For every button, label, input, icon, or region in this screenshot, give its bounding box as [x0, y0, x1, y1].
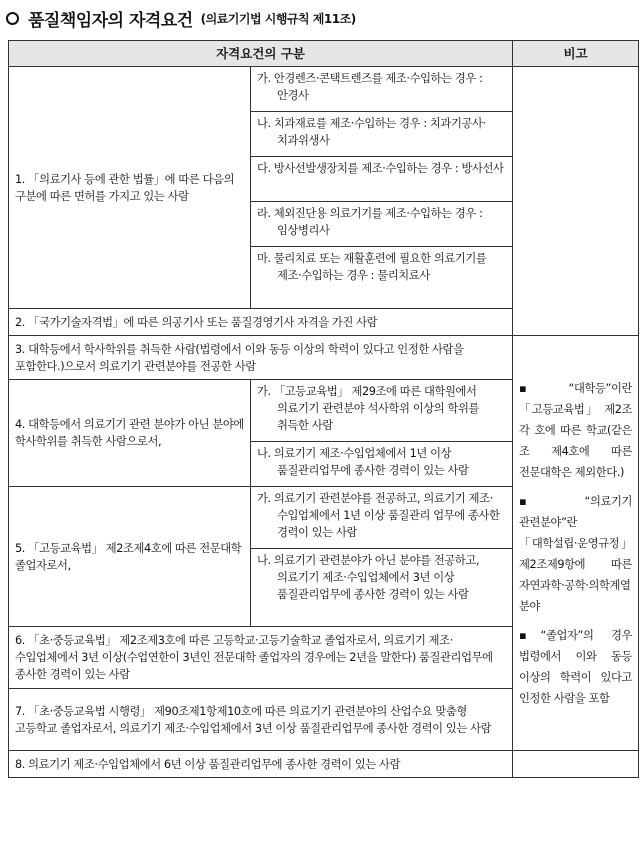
qualification-table	[8, 40, 639, 778]
row4-label: 4. 대학등에서 의료기기 관련 분야가 아닌 분야에 학사학위를 취득한 사람으로서,	[9, 380, 251, 487]
row1-item-d-text: 라. 체외진단용 의료기기를 제조·수입하는 경우 : 임상병리사	[257, 207, 483, 237]
row5-item-a	[251, 487, 513, 549]
row1-item-e	[251, 247, 513, 309]
row1-item-e-text: 마. 물리치료 또는 재활훈련에 필요한 의료기기를 제조·수입하는 경우 : 물리치료사	[257, 252, 487, 282]
row8-text: 8. 의료기기 제조·수입업체에서 6년 이상 품질관리업무에 종사한 경력이 있는 사람	[9, 751, 513, 778]
row6-text: 6. 「초·중등교육법」 제2조제3호에 따른 고등학교·고등기술학교 졸업자로서, 의료기기 제조·수입업체에서 3년 이상(수업연한이 3년인 전문대학 졸업자의 경우에는 2년을 말한다) 품질관리업무에 종사한 경력이 있는 사람	[9, 627, 513, 689]
page-title: 품질책임자의 자격요건	[28, 10, 193, 31]
row3-text: 3. 대학등에서 학사학위를 취득한 사람(법령에서 이와 동등 이상의 학력이 있다고 인정한 사람을 포함한다.)으로서 의료기기 관련분야를 전공한 사람	[9, 336, 513, 380]
row4-item-b-text: 나. 의료기기 제조·수입업체에서 1년 이상 품질관리업무에 종사한 경력이 있는 사람	[257, 447, 469, 477]
table-header-row	[9, 41, 639, 67]
row1-item-a	[251, 67, 513, 112]
row5-item-b	[251, 549, 513, 627]
row1-item-b-text: 나. 치과재료를 제조·수입하는 경우 : 치과기공사·치과위생사	[257, 117, 486, 147]
remark-university: ▪“대학등”이란 「고등교육법」 제2조 각 호에 따른 학교(같은 조 제4호에 따른 전문대학은 제외한다.)	[519, 381, 633, 479]
table-row	[9, 751, 639, 778]
row1-item-c-text: 다. 방사선발생장치를 제조·수입하는 경우 : 방사선사	[257, 162, 504, 175]
row1-item-b	[251, 112, 513, 157]
row4-item-a	[251, 380, 513, 442]
row4-item-b	[251, 442, 513, 487]
row1-item-c	[251, 157, 513, 202]
circle-bullet-icon	[6, 12, 19, 25]
row4-item-a-text: 가. 「고등교육법」 제29조에 따른 대학원에서 의료기기 관련분야 석사학위 이상의 학위를 취득한 사람	[257, 385, 479, 432]
row7-text: 7. 「초·중등교육법 시행령」 제90조제1항제10호에 따른 의료기기 관련분야의 산업수요 맞춤형 고등학교 졸업자로서, 의료기기 제조·수입업체에서 3년 이상 품질관리업무에 종사한 경력이 있는 사람	[9, 689, 513, 751]
row1-label: 1. 「의료기사 등에 관한 법률」에 따른 다음의 구분에 따른 면허를 가지고 있는 사람	[9, 67, 251, 309]
row1-item-d	[251, 202, 513, 247]
table-row	[9, 336, 639, 380]
header-remarks: 비고	[513, 41, 639, 67]
row5-item-b-text: 나. 의료기기 관련분야가 아닌 분야를 전공하고, 의료기기 제조·수입업체에서 3년 이상 품질관리업무에 종사한 경력이 있는 사람	[257, 554, 480, 601]
row5-label: 5. 「고등교육법」 제2조제4호에 따른 전문대학 졸업자로서,	[9, 487, 251, 627]
page-subtitle: (의료기기법 시행규칙 제11조)	[200, 11, 356, 26]
remarks-empty-cell-bottom	[513, 751, 639, 778]
row2-text: 2. 「국가기술자격법」에 따른 의공기사 또는 품질경영기사 자격을 가진 사람	[9, 309, 513, 336]
remarks-cell	[513, 336, 639, 751]
row1-item-a-text: 가. 안경렌즈·콘택트렌즈를 제조·수입하는 경우 : 안경사	[257, 72, 483, 102]
page-title-block	[6, 5, 356, 31]
remark-related-field: ▪“의료기기 관련분야”란 「대학설립·운영규정」 제2조제9항에 따른 자연과학·공학·의학계열 분야	[519, 494, 633, 613]
remarks-empty-cell	[513, 67, 639, 336]
table-row	[9, 67, 639, 112]
remark-graduate: ▪“졸업자”의 경우 법령에서 이와 동등 이상의 학력이 있다고 인정한 사람을 포함	[519, 628, 633, 705]
header-requirements: 자격요건의 구분	[9, 41, 513, 67]
row5-item-a-text: 가. 의료기기 관련분야를 전공하고, 의료기기 제조·수입업체에서 1년 이상 품질관리 업무에 종사한 경력이 있는 사람	[257, 492, 500, 539]
